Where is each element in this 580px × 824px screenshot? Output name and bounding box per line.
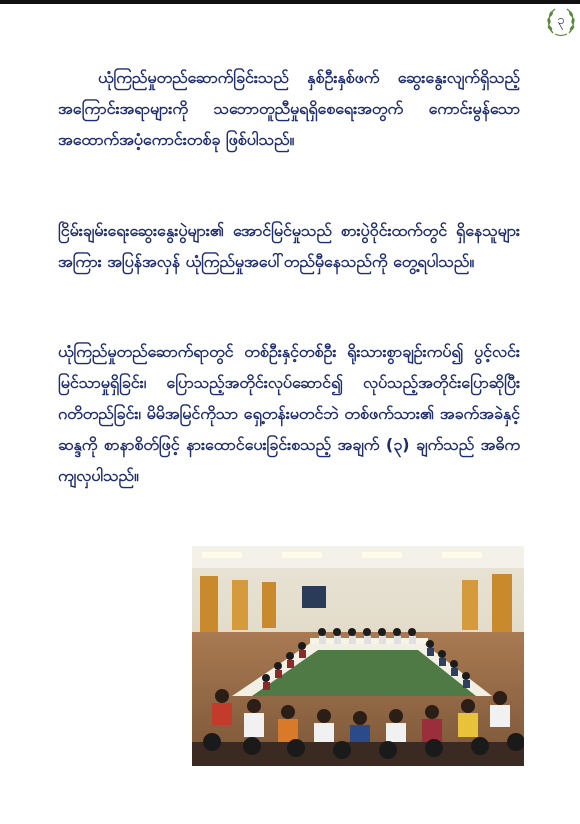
page-number: ၃ bbox=[557, 13, 565, 28]
paragraph-peace-talks: ငြိမ်းချမ်းရေးဆွေးနွေးပွဲများ၏ အောင်မြင်မှုသည် စားပွဲဝိုင်းထက်တွင် ရှိနေသူများအကြား အပြန်အလှန် ယုံကြည်မှုအပေါ်တည်မှီနေသည်ကို တွေ့ရပါသည်။ bbox=[58, 221, 520, 271]
conference-meeting-photo bbox=[192, 546, 524, 766]
top-border-rule bbox=[0, 0, 580, 4]
paragraph-three-points: ယုံကြည်မှုတည်ဆောက်ရာတွင် တစ်ဦးနှင့်တစ်ဦး ရိုးသားစွာချဉ်းကပ်၍ ပွင့်လင်းမြင်သာမှုရှိခြင်း၊ ပြောသည့်အတိုင်းလုပ်ဆောင်၍ လုပ်သည့်အတိုင်းပြောဆိုပြီး ဂတိတည်ခြင်း၊ မိမိအမြင်ကိုသာ ရှေ့တန်းမတင်ဘဲ တစ်ဖက်သား၏ အခက်အခဲနှင့် ဆန္ဒကို စာနာစိတ်ဖြင့် နားထောင်ပေးခြင်းစသည့် အချက် (၃) ချက်သည် အဓိကကျလှပါသည်။ bbox=[58, 342, 520, 485]
paragraph-trust-building: ယုံကြည်မှုတည်ဆောက်ခြင်းသည် နှစ်ဦးနှစ်ဖက် ဆွေးနွေးလျက်ရှိသည့် အကြောင်းအရာများကို သဘောတူညီမှုရရှိစေရေးအတွက် ကောင်းမွန်သော အထောက်အပံ့ကောင်းတစ်ခု ဖြစ်ပါသည်။ bbox=[58, 68, 520, 149]
